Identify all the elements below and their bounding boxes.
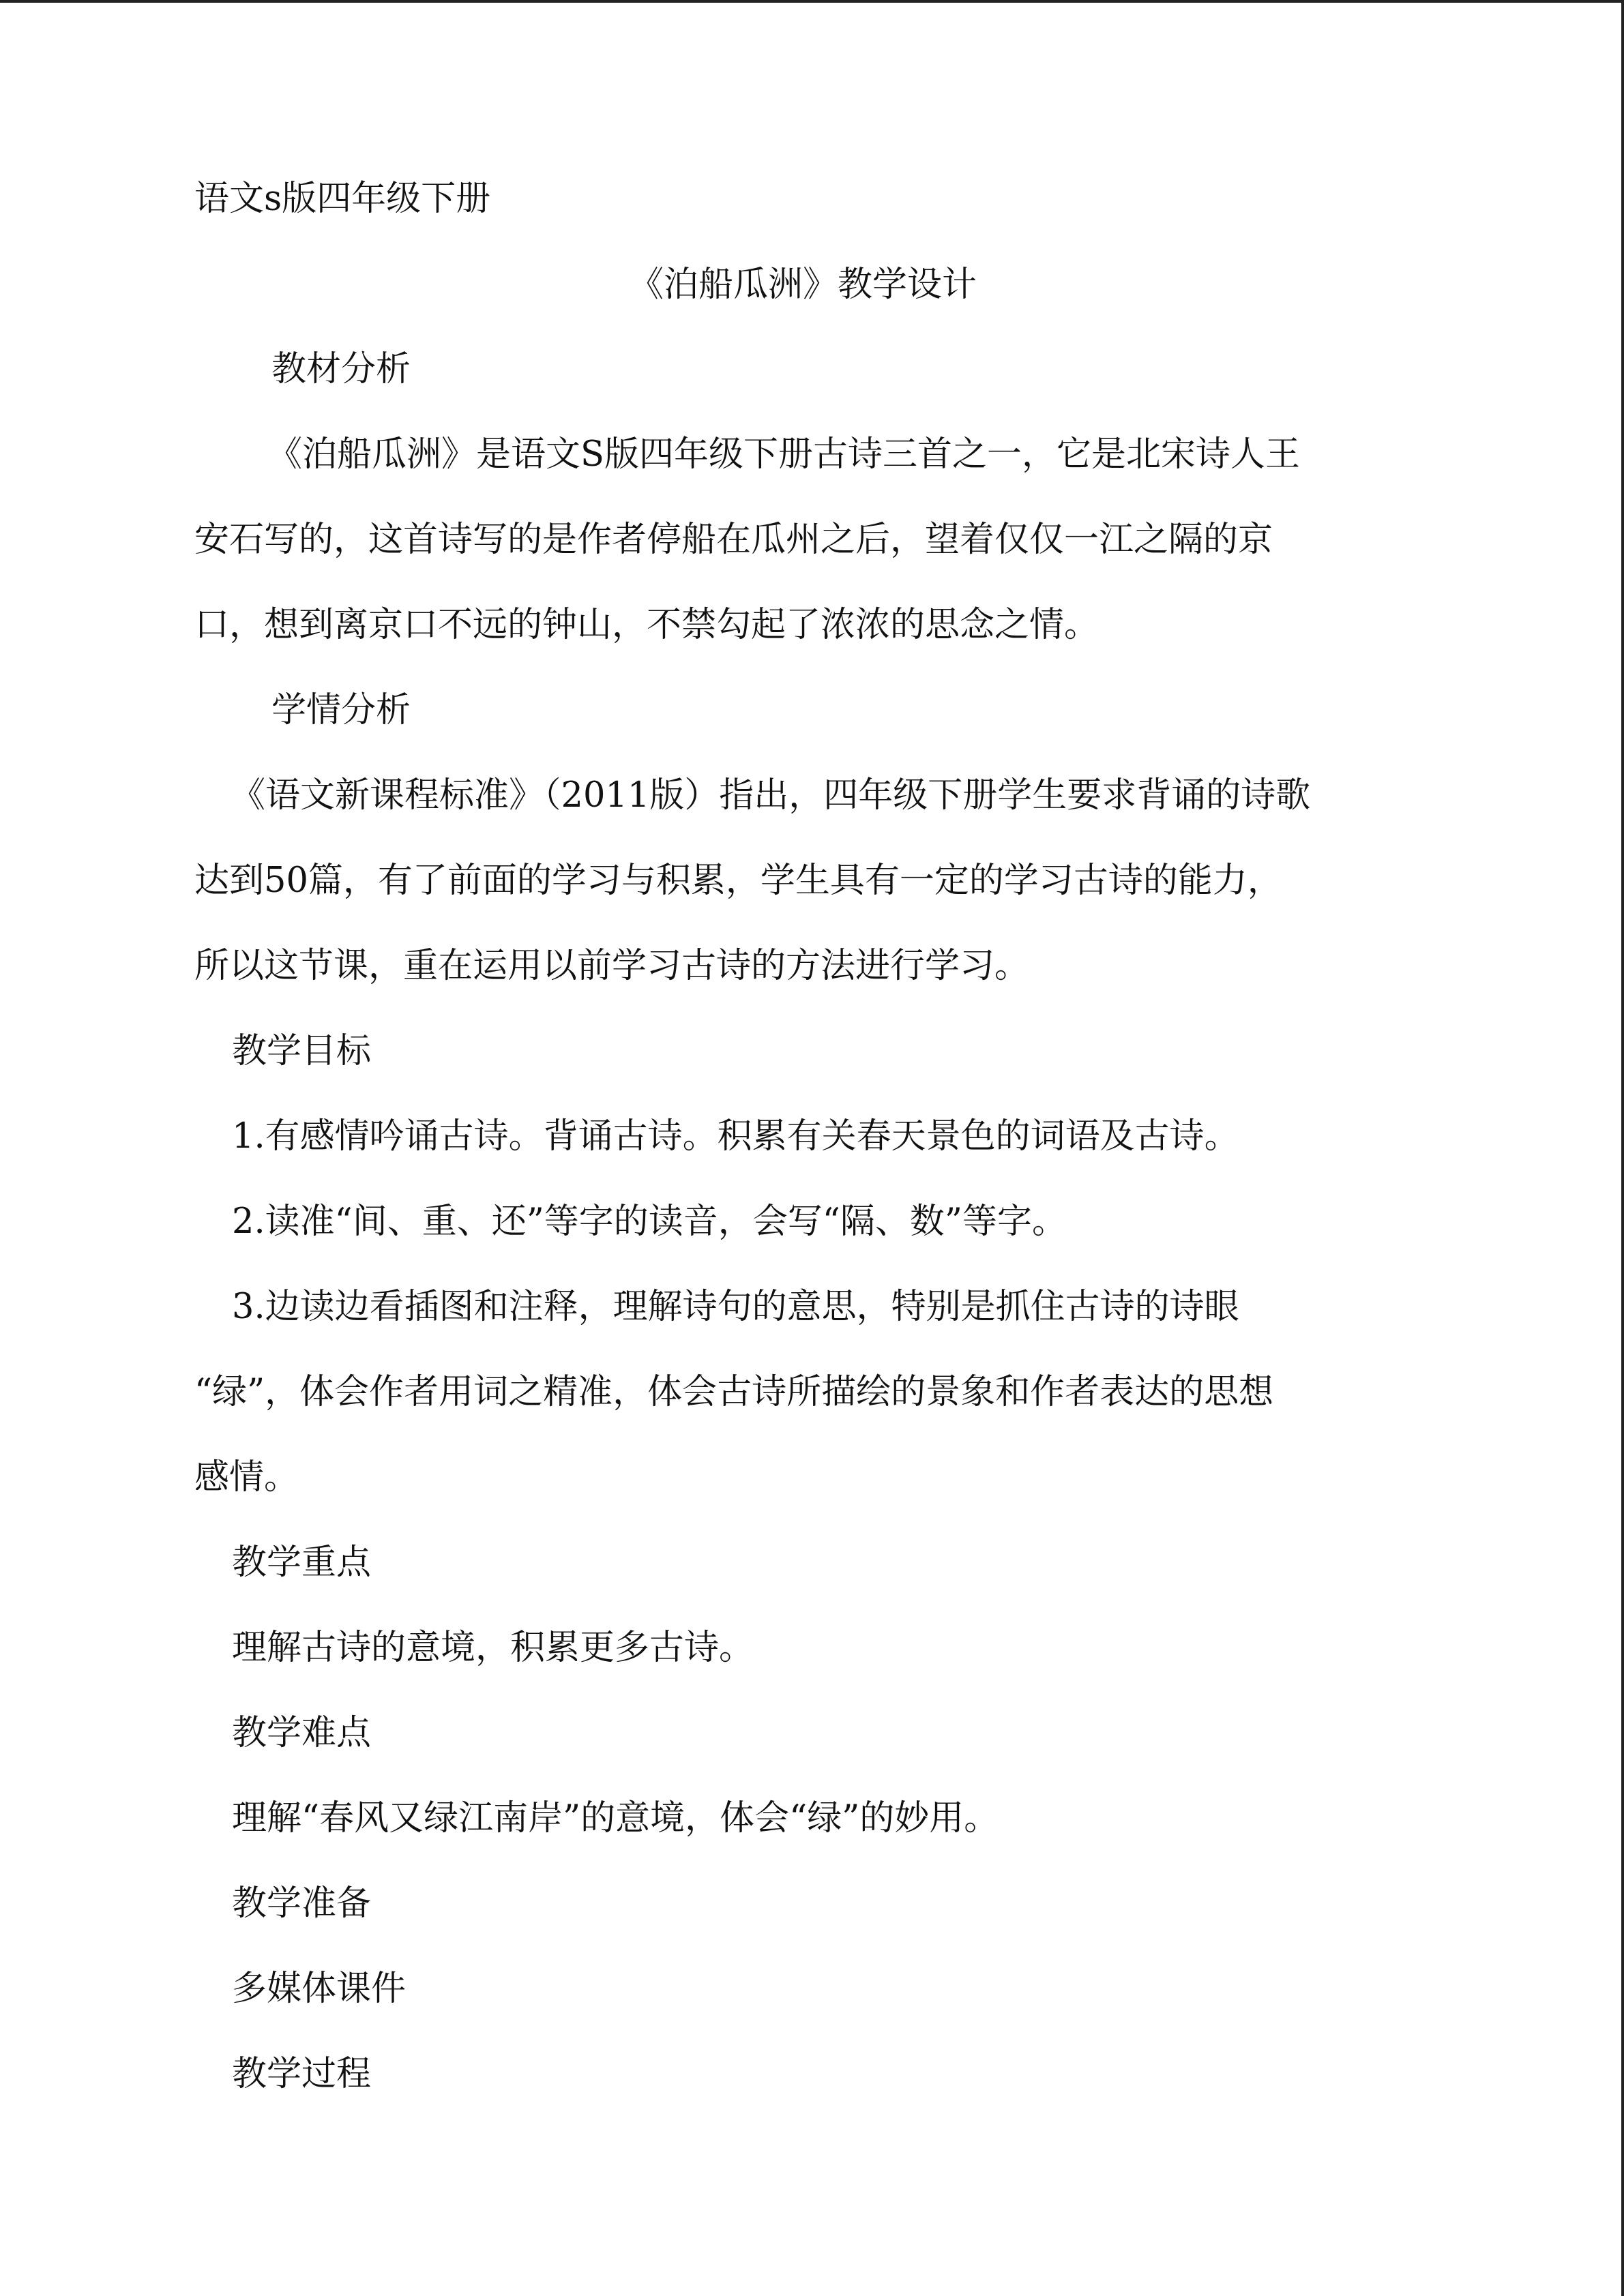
- goal-line-2: 2.读准“间、重、还”等字的读音，会写“隔、数”等字。: [232, 1202, 1067, 1242]
- key-points-text: 理解古诗的意境，积累更多古诗。: [232, 1628, 754, 1668]
- material-analysis-line-2: 安石写的，这首诗写的是作者停船在瓜州之后，望着仅仅一江之隔的京: [194, 520, 1273, 560]
- student-analysis-line-2: 达到50篇，有了前面的学习与积累，学生具有一定的学习古诗的能力，: [194, 861, 1282, 901]
- student-analysis-line-1: 《语文新课程标准》（2011版）指出，四年级下册学生要求背诵的诗歌: [231, 775, 1311, 816]
- goal-line-1: 1.有感情吟诵古诗。背诵古诗。积累有关春天景色的词语及古诗。: [232, 1116, 1239, 1157]
- material-analysis-line-3: 口，想到离京口不远的钟山，不禁勾起了浓浓的思念之情。: [194, 605, 1099, 645]
- section-heading-goals: 教学目标: [232, 1031, 372, 1071]
- section-heading-material-analysis: 教材分析: [271, 349, 411, 389]
- document-title: 《泊船瓜洲》教学设计: [629, 265, 977, 305]
- section-heading-key-points: 教学重点: [232, 1542, 372, 1583]
- student-analysis-line-3: 所以这节课，重在运用以前学习古诗的方法进行学习。: [194, 946, 1030, 986]
- goal-line-3: 3.边读边看插图和注释，理解诗句的意思，特别是抓住古诗的诗眼: [232, 1287, 1239, 1327]
- goal-line-4: “绿”，体会作者用词之精准，体会古诗所描绘的景象和作者表达的思想: [194, 1372, 1274, 1412]
- book-label: 语文s版四年级下册: [194, 179, 491, 219]
- section-heading-student-analysis: 学情分析: [271, 690, 411, 730]
- preparation-text: 多媒体课件: [232, 1969, 407, 2009]
- section-heading-preparation: 教学准备: [232, 1883, 372, 1924]
- section-heading-process: 教学过程: [232, 2054, 372, 2094]
- material-analysis-line-1: 《泊船瓜洲》是语文S版四年级下册古诗三首之一，它是北宋诗人王: [267, 434, 1300, 475]
- section-heading-difficulties: 教学难点: [232, 1713, 372, 1753]
- difficulties-text: 理解“春风又绿江南岸”的意境，体会“绿”的妙用。: [232, 1798, 999, 1838]
- goal-line-5: 感情。: [194, 1457, 299, 1497]
